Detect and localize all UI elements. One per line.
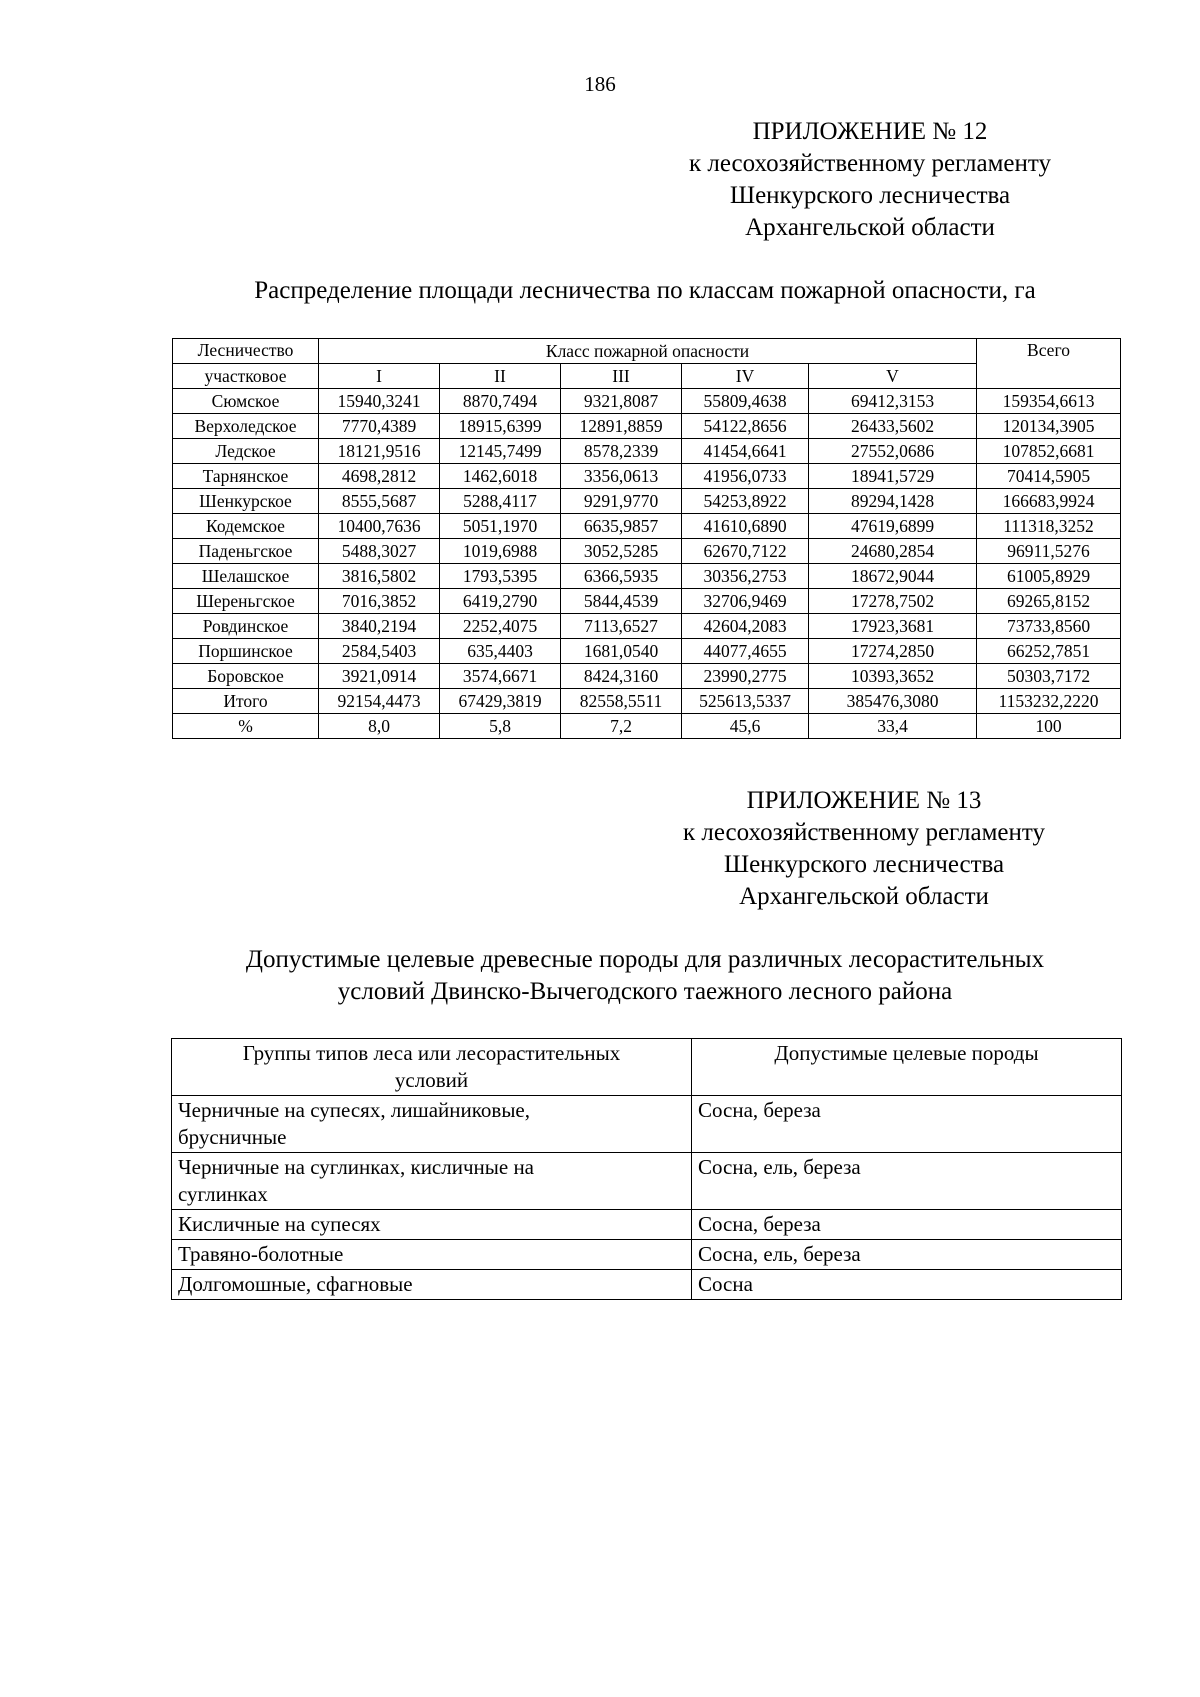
fire-table-body bbox=[173, 389, 1121, 739]
cell-total: 69265,8152 bbox=[977, 589, 1121, 614]
header-forest-groups-line1: Группы типов леса или лесорастительных bbox=[242, 1041, 621, 1065]
cell-class-iii: 9291,9770 bbox=[561, 489, 682, 514]
table-row bbox=[173, 564, 1121, 589]
cell-total: 1153232,2220 bbox=[977, 689, 1121, 714]
cell-total: 50303,7172 bbox=[977, 664, 1121, 689]
cell-class-i: 2584,5403 bbox=[319, 639, 440, 664]
cell-class-iv: 30356,2753 bbox=[682, 564, 809, 589]
cell-class-ii: 5,8 bbox=[440, 714, 561, 739]
cell-forestry: Ровдинское bbox=[173, 614, 319, 639]
cell-total: 66252,7851 bbox=[977, 639, 1121, 664]
cell-class-iii: 8424,3160 bbox=[561, 664, 682, 689]
forest-group-line1: Кисличные на супесях bbox=[178, 1212, 381, 1236]
cell-class-iv: 54122,8656 bbox=[682, 414, 809, 439]
header-forestry-line2: участковое bbox=[173, 364, 319, 389]
fire-table-title: Распределение площади лесничества по классам пожарной опасности, га bbox=[254, 277, 1036, 304]
appendix-13-line2: Шенкурского лесничества bbox=[723, 851, 1005, 878]
cell-class-v: 33,4 bbox=[809, 714, 977, 739]
cell-class-iv: 62670,7122 bbox=[682, 539, 809, 564]
cell-forest-group bbox=[172, 1096, 692, 1153]
appendix-12-title: ПРИЛОЖЕНИЕ № 12 bbox=[752, 118, 988, 145]
table-row bbox=[172, 1270, 1122, 1300]
cell-forestry: Итого bbox=[173, 689, 319, 714]
cell-total: 70414,5905 bbox=[977, 464, 1121, 489]
table-row bbox=[172, 1096, 1122, 1153]
cell-target-species: Сосна bbox=[692, 1270, 1122, 1300]
header-class-i: I bbox=[319, 364, 440, 389]
page-number: 186 bbox=[584, 72, 616, 96]
appendix-12-line2: Шенкурского лесничества bbox=[729, 182, 1011, 209]
cell-class-ii: 8870,7494 bbox=[440, 389, 561, 414]
cell-total: 100 bbox=[977, 714, 1121, 739]
cell-target-species: Сосна, береза bbox=[692, 1210, 1122, 1240]
cell-class-v: 89294,1428 bbox=[809, 489, 977, 514]
cell-class-iv: 54253,8922 bbox=[682, 489, 809, 514]
cell-class-v: 18672,9044 bbox=[809, 564, 977, 589]
species-table-title bbox=[150, 944, 1140, 1008]
cell-class-iv: 41610,6890 bbox=[682, 514, 809, 539]
table-row bbox=[173, 464, 1121, 489]
cell-total: 96911,5276 bbox=[977, 539, 1121, 564]
header-class-v: V bbox=[809, 364, 977, 389]
table-row bbox=[172, 1210, 1122, 1240]
target-species-table bbox=[171, 1038, 1122, 1300]
cell-class-iii: 8578,2339 bbox=[561, 439, 682, 464]
cell-class-i: 7770,4389 bbox=[319, 414, 440, 439]
cell-class-v: 69412,3153 bbox=[809, 389, 977, 414]
cell-class-iii: 7113,6527 bbox=[561, 614, 682, 639]
cell-class-iii: 6366,5935 bbox=[561, 564, 682, 589]
cell-class-i: 3840,2194 bbox=[319, 614, 440, 639]
cell-class-iv: 45,6 bbox=[682, 714, 809, 739]
table-row bbox=[173, 539, 1121, 564]
cell-forestry: Поршинское bbox=[173, 639, 319, 664]
cell-class-i: 4698,2812 bbox=[319, 464, 440, 489]
cell-class-i: 3921,0914 bbox=[319, 664, 440, 689]
cell-class-v: 17278,7502 bbox=[809, 589, 977, 614]
cell-class-i: 10400,7636 bbox=[319, 514, 440, 539]
cell-forestry: Шереньгское bbox=[173, 589, 319, 614]
cell-class-iii: 7,2 bbox=[561, 714, 682, 739]
cell-forestry: Ледское bbox=[173, 439, 319, 464]
appendix-13-line1: к лесохозяйственному регламенту bbox=[682, 819, 1046, 846]
cell-class-v: 18941,5729 bbox=[809, 464, 977, 489]
cell-total: 111318,3252 bbox=[977, 514, 1121, 539]
cell-class-iv: 41956,0733 bbox=[682, 464, 809, 489]
cell-class-iv: 55809,4638 bbox=[682, 389, 809, 414]
cell-class-iv: 42604,2083 bbox=[682, 614, 809, 639]
cell-total: 107852,6681 bbox=[977, 439, 1121, 464]
cell-class-iv: 23990,2775 bbox=[682, 664, 809, 689]
table-row bbox=[173, 439, 1121, 464]
cell-class-v: 17274,2850 bbox=[809, 639, 977, 664]
cell-class-iii: 3052,5285 bbox=[561, 539, 682, 564]
cell-target-species: Сосна, ель, береза bbox=[692, 1240, 1122, 1270]
table-row bbox=[172, 1240, 1122, 1270]
header-forestry-line1: Лесничество bbox=[173, 339, 319, 364]
cell-class-ii: 3574,6671 bbox=[440, 664, 561, 689]
cell-class-iii: 5844,4539 bbox=[561, 589, 682, 614]
header-class-ii: II bbox=[440, 364, 561, 389]
table-row bbox=[172, 1153, 1122, 1210]
cell-target-species: Сосна, ель, береза bbox=[692, 1153, 1122, 1210]
cell-class-i: 18121,9516 bbox=[319, 439, 440, 464]
cell-forestry: Шелашское bbox=[173, 564, 319, 589]
appendix-13-heading bbox=[654, 785, 1074, 913]
fire-table-header-row bbox=[173, 339, 1121, 364]
cell-class-ii: 2252,4075 bbox=[440, 614, 561, 639]
cell-forestry: Шенкурское bbox=[173, 489, 319, 514]
appendix-12-heading bbox=[660, 116, 1080, 244]
cell-total: 159354,6613 bbox=[977, 389, 1121, 414]
cell-class-iii: 1681,0540 bbox=[561, 639, 682, 664]
cell-class-v: 24680,2854 bbox=[809, 539, 977, 564]
appendix-12-line3: Архангельской области bbox=[745, 214, 995, 241]
cell-class-i: 15940,3241 bbox=[319, 389, 440, 414]
header-forest-groups bbox=[172, 1039, 692, 1096]
cell-class-iii: 9321,8087 bbox=[561, 389, 682, 414]
forest-group-line1: Долгомошные, сфагновые bbox=[178, 1272, 413, 1296]
table-row bbox=[173, 639, 1121, 664]
cell-forest-group bbox=[172, 1240, 692, 1270]
forest-group-line2: суглинках bbox=[178, 1182, 268, 1206]
cell-forestry: Паденьгское bbox=[173, 539, 319, 564]
cell-class-v: 47619,6899 bbox=[809, 514, 977, 539]
cell-class-i: 3816,5802 bbox=[319, 564, 440, 589]
appendix-12-line1: к лесохозяйственному регламенту bbox=[688, 150, 1052, 177]
forest-group-line1: Черничные на суглинках, кисличные на bbox=[178, 1155, 535, 1179]
forest-group-line2: брусничные bbox=[178, 1125, 287, 1149]
species-table-header-row bbox=[172, 1039, 1122, 1096]
cell-class-iv: 525613,5337 bbox=[682, 689, 809, 714]
cell-class-ii: 5288,4117 bbox=[440, 489, 561, 514]
cell-forestry: % bbox=[173, 714, 319, 739]
cell-class-iii: 82558,5511 bbox=[561, 689, 682, 714]
cell-class-iv: 44077,4655 bbox=[682, 639, 809, 664]
cell-forest-group bbox=[172, 1210, 692, 1240]
cell-class-i: 92154,4473 bbox=[319, 689, 440, 714]
cell-class-ii: 18915,6399 bbox=[440, 414, 561, 439]
table-row bbox=[173, 414, 1121, 439]
table-row bbox=[173, 489, 1121, 514]
cell-class-ii: 1462,6018 bbox=[440, 464, 561, 489]
table-row bbox=[173, 389, 1121, 414]
cell-class-v: 27552,0686 bbox=[809, 439, 977, 464]
header-total: Всего bbox=[977, 339, 1121, 389]
cell-forestry: Сюмское bbox=[173, 389, 319, 414]
species-title-line2: условий Двинско-Вычегодского таежного лесного района bbox=[337, 978, 953, 1005]
table-row bbox=[173, 614, 1121, 639]
cell-class-ii: 6419,2790 bbox=[440, 589, 561, 614]
cell-class-i: 8,0 bbox=[319, 714, 440, 739]
table-row bbox=[173, 514, 1121, 539]
cell-class-iii: 3356,0613 bbox=[561, 464, 682, 489]
cell-class-i: 7016,3852 bbox=[319, 589, 440, 614]
table-row bbox=[173, 589, 1121, 614]
cell-class-v: 26433,5602 bbox=[809, 414, 977, 439]
forest-group-line1: Черничные на супесях, лишайниковые, bbox=[178, 1098, 530, 1122]
cell-forestry: Кодемское bbox=[173, 514, 319, 539]
header-class-iv: IV bbox=[682, 364, 809, 389]
appendix-13-title: ПРИЛОЖЕНИЕ № 13 bbox=[746, 787, 982, 814]
header-class-group: Класс пожарной опасности bbox=[319, 339, 977, 364]
cell-forestry: Верхоледское bbox=[173, 414, 319, 439]
appendix-13-line3: Архангельской области bbox=[739, 883, 989, 910]
cell-class-ii: 635,4403 bbox=[440, 639, 561, 664]
table-row bbox=[173, 689, 1121, 714]
table-row bbox=[173, 714, 1121, 739]
cell-class-ii: 12145,7499 bbox=[440, 439, 561, 464]
cell-class-ii: 1793,5395 bbox=[440, 564, 561, 589]
species-table-body bbox=[172, 1096, 1122, 1300]
fire-danger-table bbox=[172, 338, 1121, 739]
header-class-iii: III bbox=[561, 364, 682, 389]
cell-class-iii: 6635,9857 bbox=[561, 514, 682, 539]
header-forest-groups-line2: условий bbox=[394, 1068, 469, 1092]
cell-class-ii: 5051,1970 bbox=[440, 514, 561, 539]
cell-class-iii: 12891,8859 bbox=[561, 414, 682, 439]
cell-class-i: 5488,3027 bbox=[319, 539, 440, 564]
forest-group-line1: Травяно-болотные bbox=[178, 1242, 344, 1266]
cell-total: 166683,9924 bbox=[977, 489, 1121, 514]
cell-class-v: 17923,3681 bbox=[809, 614, 977, 639]
cell-forestry: Тарнянское bbox=[173, 464, 319, 489]
table-row bbox=[173, 664, 1121, 689]
cell-total: 61005,8929 bbox=[977, 564, 1121, 589]
cell-class-iv: 41454,6641 bbox=[682, 439, 809, 464]
cell-class-iv: 32706,9469 bbox=[682, 589, 809, 614]
cell-class-i: 8555,5687 bbox=[319, 489, 440, 514]
header-target-species: Допустимые целевые породы bbox=[692, 1039, 1122, 1096]
cell-forest-group bbox=[172, 1153, 692, 1210]
cell-total: 73733,8560 bbox=[977, 614, 1121, 639]
cell-class-ii: 67429,3819 bbox=[440, 689, 561, 714]
cell-class-ii: 1019,6988 bbox=[440, 539, 561, 564]
cell-forest-group bbox=[172, 1270, 692, 1300]
cell-total: 120134,3905 bbox=[977, 414, 1121, 439]
species-title-line1: Допустимые целевые древесные породы для различных лесорастительных bbox=[245, 946, 1045, 973]
cell-class-v: 385476,3080 bbox=[809, 689, 977, 714]
cell-forestry: Боровское bbox=[173, 664, 319, 689]
cell-target-species: Сосна, береза bbox=[692, 1096, 1122, 1153]
cell-class-v: 10393,3652 bbox=[809, 664, 977, 689]
